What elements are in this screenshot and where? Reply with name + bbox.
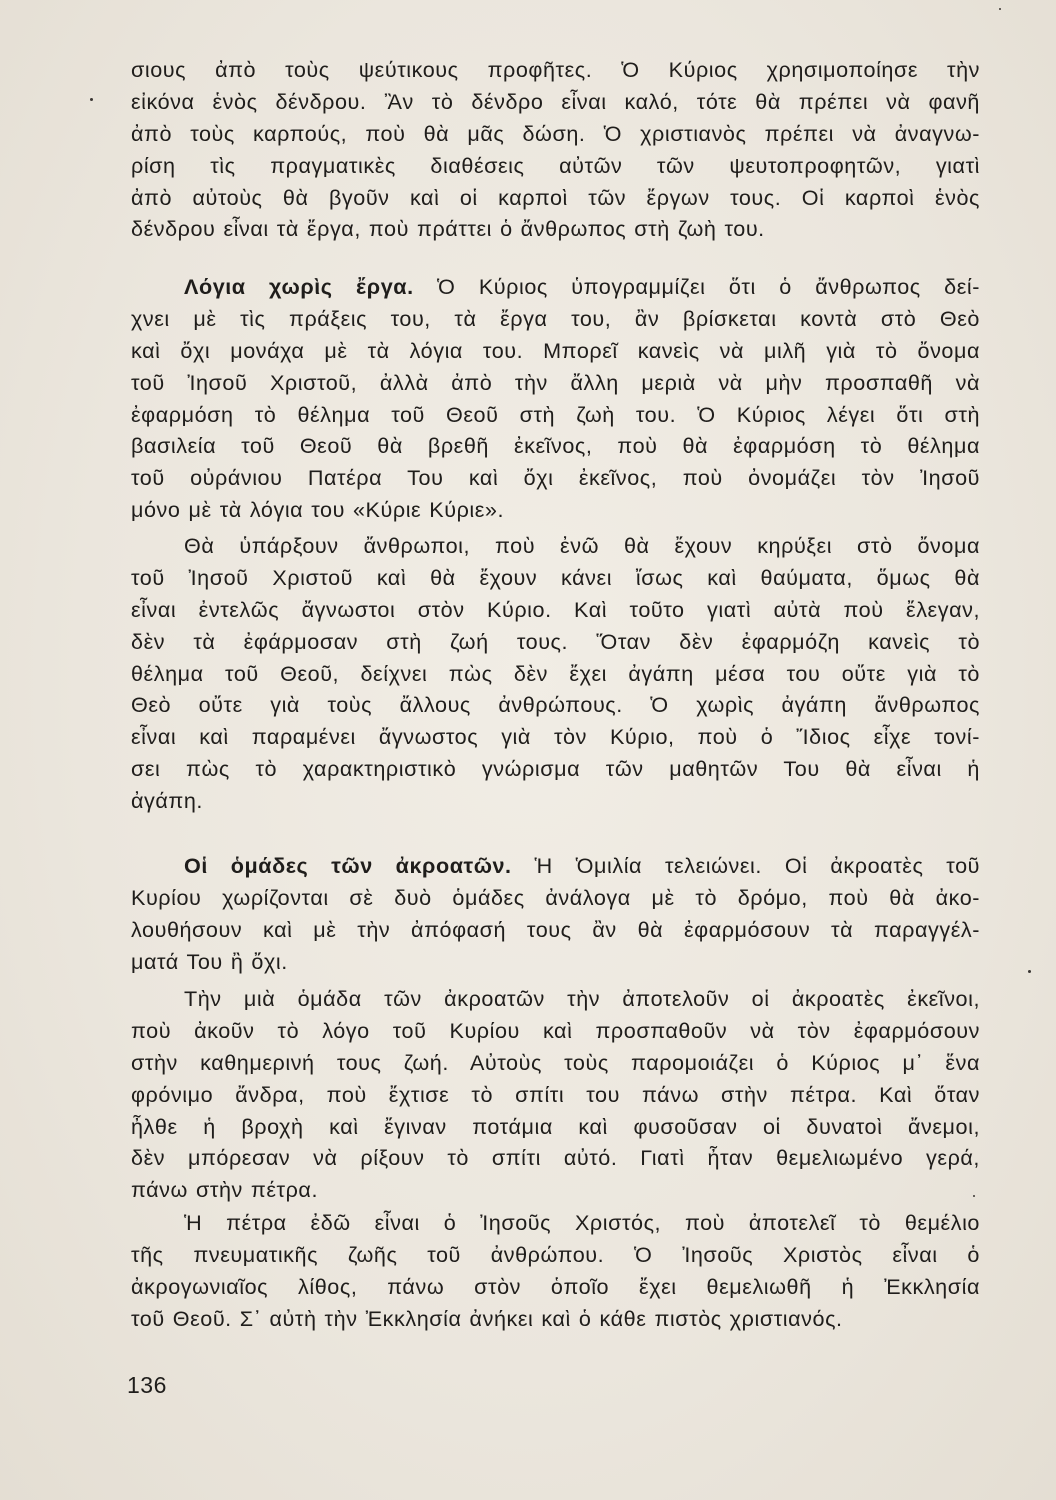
page-number: 136 <box>127 1372 167 1398</box>
text-line: σει πὼς τὸ χαρακτηριστικὸ γνώρισμα τῶν μαθητῶν Του θὰ εἶναι ἡ <box>131 756 980 782</box>
print-speck <box>1028 970 1031 973</box>
section-first-line-text: Ὁ Κύριος ὑπογραμμίζει ὅτι ὁ ἄνθρωπος δεί- <box>413 274 980 299</box>
text-line: δένδρου εἶναι τὰ ἔργα, ποὺ πράττει ὁ ἄνθρωπος στὴ ζωὴ του. <box>131 216 765 242</box>
text-line: ἀκρογωνιαῖος λίθος, πάνω στὸν ὁποῖο ἔχει θεμελιωθῆ ἡ Ἐκκλησία <box>131 1273 980 1299</box>
text-line: τοῦ οὐράνιου Πατέρα Του καὶ ὄχι ἐκεῖνος, ποὺ ὀνομάζει τὸν Ἰησοῦ <box>131 465 980 491</box>
text-line: εἶναι καὶ παραμένει ἄγνωστος γιὰ τὸν Κύριο, ποὺ ὁ Ἴδιος εἶχε τονί- <box>131 724 980 750</box>
text-line: ρίση τὶς πραγματικὲς διαθέσεις αὐτῶν τῶν ψευτοπροφητῶν, γιατὶ <box>131 152 980 178</box>
section-words-without-works <box>131 271 980 526</box>
text-line: στὴν καθημερινή τους ζωή. Αὐτοὺς τοὺς παρομοιάζει ὁ Κύριος μ᾽ ἕνα <box>131 1049 980 1075</box>
text-line: τοῦ Θεοῦ. Σ᾽ αὐτὴ τὴν Ἐκκλησία ἀνήκει καὶ ὁ κάθε πιστὸς χριστιανός. <box>131 1305 843 1331</box>
text-line: λουθήσουν καὶ μὲ τὴν ἀπόφασή τους ἂν θὰ ἐφαρμόσουν τὰ παραγγέλ- <box>131 916 980 942</box>
text-line: τοῦ Ἰησοῦ Χριστοῦ, ἀλλὰ ἀπὸ τὴν ἄλλη μεριὰ νὰ μὴν προσπαθῆ νὰ <box>131 369 980 395</box>
section-first-line <box>131 271 980 303</box>
text-line: δὲν τὰ ἐφάρμοσαν στὴ ζωή τους. Ὅταν δὲν ἐφαρμόζη κανεὶς τὸ <box>131 628 980 654</box>
print-speck <box>999 8 1001 10</box>
text-line: εἶναι ἐντελῶς ἄγνωστοι στὸν Κύριο. Καὶ τοῦτο γιατὶ αὐτὰ ποὺ ἔλεγαν, <box>131 596 980 622</box>
text-line: τῆς πνευματικῆς ζωῆς τοῦ ἀνθρώπου. Ὁ Ἰησοῦς Χριστὸς εἶναι ὁ <box>131 1241 980 1267</box>
section-first-line-text: Ἡ Ὁμιλία τελειώνει. Οἱ ἀκροατὲς τοῦ <box>511 853 980 878</box>
print-speck <box>90 98 93 101</box>
text-line: ἀπὸ τοὺς καρπούς, ποὺ θὰ μᾶς δώση. Ὁ χριστιανὸς πρέπει νὰ ἀναγνω- <box>131 120 980 146</box>
text-line: μόνο μὲ τὰ λόγια του «Κύριε Κύριε». <box>131 497 505 523</box>
text-line: ἐφαρμόση τὸ θέλημα τοῦ Θεοῦ στὴ ζωὴ του. Ὁ Κύριος λέγει ὅτι στὴ <box>131 401 980 427</box>
text-line: θέλημα τοῦ Θεοῦ, δείχνει πὼς δὲν ἔχει ἀγάπη μέσα του οὔτε γιὰ τὸ <box>131 660 980 686</box>
text-line: ἀγάπη. <box>131 788 203 814</box>
text-line: Ἡ πέτρα ἐδῶ εἶναι ὁ Ἰησοῦς Χριστός, ποὺ ἀποτελεῖ τὸ θεμέλιο <box>184 1210 980 1235</box>
text-line: χνει μὲ τὶς πράξεις του, τὰ ἔργα του, ἂν βρίσκεται κοντὰ στὸ Θεὸ <box>131 305 980 331</box>
text-line: Θεὸ οὔτε γιὰ τοὺς ἄλλους ἀνθρώπους. Ὁ χωρὶς ἀγάπη ἄνθρωπος <box>131 692 980 718</box>
text-line: δὲν μπόρεσαν νὰ ρίξουν τὸ σπίτι αὐτό. Γιατὶ ἦταν θεμελιωμένο γερά, <box>131 1145 980 1171</box>
text-line: βασιλεία τοῦ Θεοῦ θὰ βρεθῆ ἐκεῖνος, ποὺ θὰ ἐφαρμόση τὸ θέλημα <box>131 433 980 459</box>
text-line: φρόνιμο ἄνδρα, ποὺ ἔχτισε τὸ σπίτι του πάνω στὴν πέτρα. Καὶ ὅταν <box>131 1081 980 1107</box>
text-line: Τὴν μιὰ ὁμάδα τῶν ἀκροατῶν τὴν ἀποτελοῦν οἱ ἀκροατὲς ἐκεῖνοι, <box>184 986 980 1011</box>
text-line: πάνω στὴν πέτρα. <box>131 1177 319 1203</box>
section-heading: Οἱ ὁμάδες τῶν ἀκροατῶν. <box>184 853 512 878</box>
text-line: ματά Του ἢ ὄχι. <box>131 948 288 974</box>
text-line: ἦλθε ἡ βροχὴ καὶ ἔγιναν ποτάμια καὶ φυσοῦσαν οἱ δυνατοὶ ἄνεμοι, <box>131 1113 980 1139</box>
paragraph-rock-is-christ <box>131 1207 980 1335</box>
section-first-line <box>131 850 980 882</box>
text-line: ποὺ ἀκοῦν τὸ λόγο τοῦ Κυρίου καὶ προσπαθοῦν νὰ τὸν ἐφαρμόσουν <box>131 1017 980 1043</box>
section-heading: Λόγια χωρὶς ἔργα. <box>184 274 414 299</box>
text-line: εἰκόνα ἑνὸς δένδρου. Ἂν τὸ δένδρο εἶναι καλό, τότε θὰ πρέπει νὰ φανῆ <box>131 88 980 114</box>
text-line: τοῦ Ἰησοῦ Χριστοῦ καὶ θὰ ἔχουν κάνει ἴσως καὶ θαύματα, ὅμως θὰ <box>131 564 980 590</box>
text-line: καὶ ὄχι μονάχα μὲ τὰ λόγια του. Μπορεῖ κανεὶς νὰ μιλῆ γιὰ τὸ ὄνομα <box>131 337 980 363</box>
print-speck <box>973 1195 975 1197</box>
text-line: Θὰ ὑπάρξουν ἄνθρωποι, ποὺ ἐνῶ θὰ ἔχουν κηρύξει στὸ ὄνομα <box>184 533 980 558</box>
paragraph-wise-builder <box>131 983 980 1206</box>
paragraph-unknown-to-lord <box>131 530 980 817</box>
section-groups-of-listeners <box>131 850 980 978</box>
paragraph-false-prophets <box>131 54 980 245</box>
text-line: ἀπὸ αὐτοὺς θὰ βγοῦν καὶ οἱ καρποὶ τῶν ἔργων τους. Οἱ καρποὶ ἑνὸς <box>131 184 980 210</box>
text-line: Κυρίου χωρίζονται σὲ δυὸ ὁμάδες ἀνάλογα μὲ τὸ δρόμο, ποὺ θὰ ἀκο- <box>131 884 980 910</box>
text-line: σιους ἀπὸ τοὺς ψεύτικους προφῆτες. Ὁ Κύριος χρησιμοποίησε τὴν <box>131 57 980 82</box>
